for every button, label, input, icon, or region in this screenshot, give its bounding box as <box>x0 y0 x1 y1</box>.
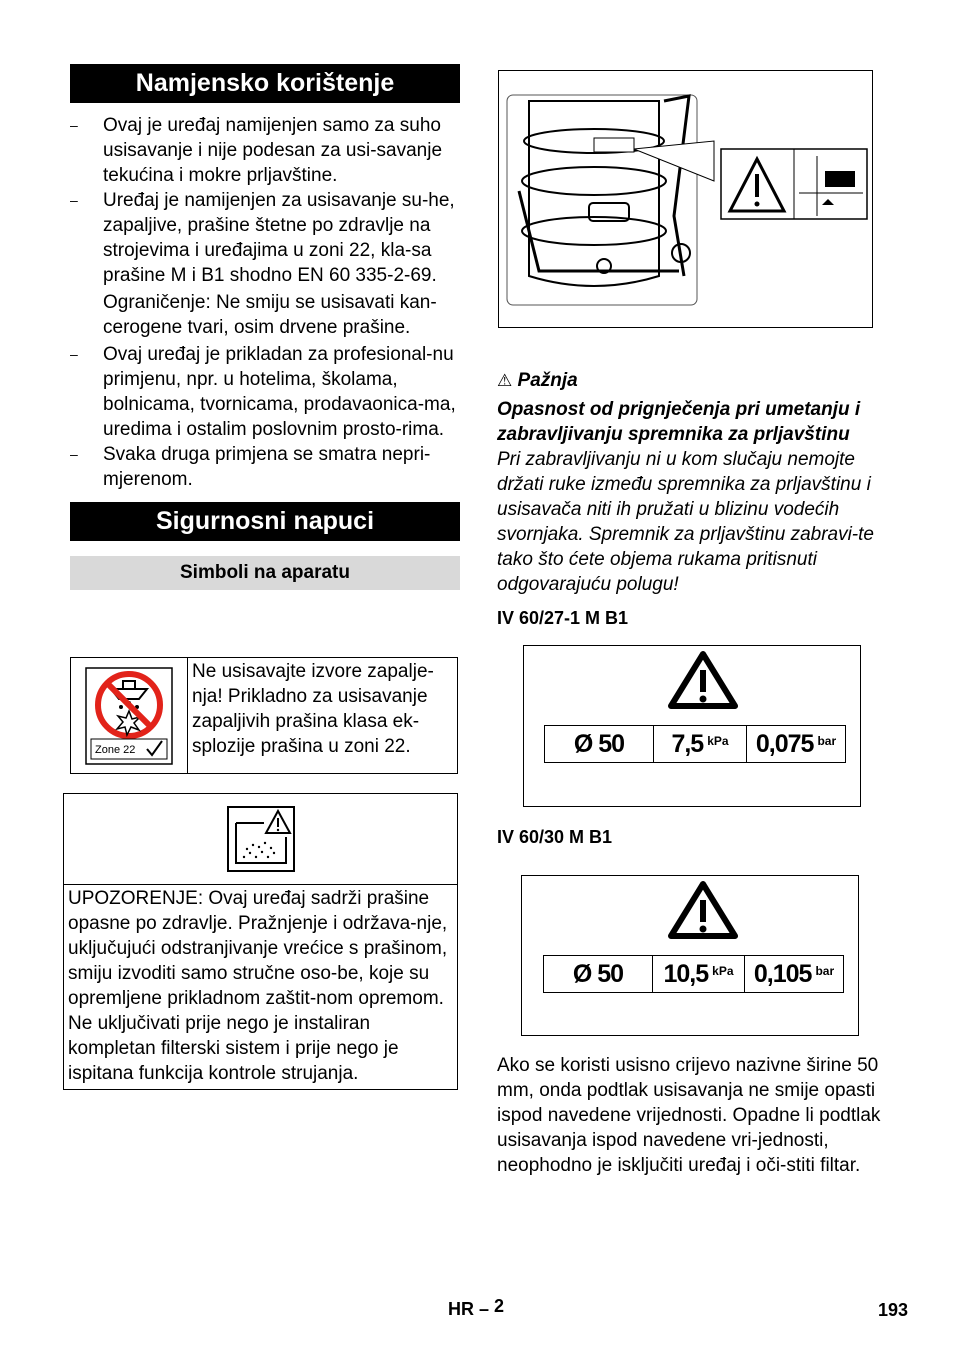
spec-bar-cell: 0,105 bar <box>744 956 843 992</box>
footer-section: HR – 2 <box>448 1296 505 1319</box>
subheading-symbols: Simboli na aparatu <box>70 556 460 590</box>
vacuum-container-illustration <box>499 71 872 327</box>
page-number: 193 <box>878 1300 909 1320</box>
spec-diameter: Ø 50 <box>573 729 625 758</box>
intended-use-list-cont <box>70 342 460 492</box>
warning-symbol-cell <box>64 794 457 885</box>
spec-pressure-cell: 10,5 kPa <box>652 956 744 992</box>
heading-intended-use: Namjensko korištenje <box>70 64 460 103</box>
model-name-2: IV 60/30 M B1 <box>497 827 613 847</box>
spec-row-2 <box>543 955 844 993</box>
spec-bar-cell: 0,075 bar <box>746 726 845 762</box>
list-item: – Uređaj je namijenjen za usisavanje su-he, zapaljive, prašine štetne po zdravlje na strojevima i uređajima u zoni 22, kla-sa prašine M i B1 shodno EN 60 335-2-69. <box>70 190 455 286</box>
symbol-table <box>70 657 458 774</box>
spec-row-1 <box>544 725 846 763</box>
caution-header <box>497 368 889 393</box>
caution-title: Opasnost od prignječenja pri umetanju i zabravljivanju spremnika za prljavštinu <box>497 399 861 445</box>
container-lock-figure <box>498 70 873 328</box>
zone-label: Zone 22 <box>95 743 136 756</box>
intended-use-list <box>70 113 460 288</box>
heading-safety: Sigurnosni napuci <box>70 502 460 541</box>
symbol-description: Ne usisavajte izvore zapalje-nja! Prikladno za usisavanje zapaljivih prašina klasa ek-splozije prašina u zoni 22. <box>192 661 434 757</box>
list-item: – Svaka druga primjena se smatra nepri-mjerenom. <box>70 444 431 490</box>
left-column <box>70 64 460 590</box>
model-name-1: IV 60/27-1 M B1 <box>497 608 629 628</box>
warning-triangle-icon <box>667 650 739 710</box>
warning-triangle-icon <box>667 880 739 940</box>
caution-text: Pri zabravljivanju ni u kom slučaju nemojte držati ruke između spremnika za prljavštinu i usisavača niti ih pružati u blizinu vodećih svornjaka. Spremnik za prljavštinu zabravi-te tako što ćete objema rukama pritisnuti odgovarajuću polugu! <box>497 449 874 595</box>
list-item: – Ovaj uređaj je prikladan za profesional-nu primjenu, npr. u hotelima, školama, bolnicama, tvornicama, prodavaonica-ma, uredima i ostalim poslovnim prosto-rima. <box>70 344 456 440</box>
list-item: – Ovaj je uređaj namijenjen samo za suho usisavanje i nije podesan za usi-savanje tekućina i mokre prljavštine. <box>70 115 443 186</box>
warning-box <box>63 793 458 1090</box>
spec-pressure-cell: 7,5 kPa <box>653 726 746 762</box>
vacuum-note-paragraph: Ako se koristi usisno crijevo nazivne širine 50 mm, onda podtlak usisavanja ne smije opasti ispod navedene vrijednosti. Opadne li podtlak usisavanja ispod navedene vri-jednosti, neophodno je isključiti uređaj i oči-stiti filtar. <box>497 1055 881 1176</box>
symbol-cell <box>71 658 188 773</box>
spec-diameter: Ø 50 <box>572 959 624 988</box>
restriction-note: Ograničenje: Ne smiju se usisavati kan-cerogene tvari, osim drvene prašine. <box>103 292 437 338</box>
caution-label: Pažnja <box>517 370 578 391</box>
caution-notice <box>497 368 889 597</box>
no-ignition-sources-icon <box>85 667 173 765</box>
warning-text: UPOZORENJE: Ovaj uređaj sadrži prašine opasne po zdravlje. Pražnjenje i održava-nje, uključujući odstranjivanje vrećice s prašinom, smiju izvoditi samo stručne oso-be, koje su opremljene prikladnom zaštit-nom opremom. Ne uključivati prije nego je instaliran kompletan filterski sistem i prije nego je ispitana funkcija kontrole strujanja. <box>68 888 448 1084</box>
warning-triangle-icon: ⚠ <box>497 371 513 390</box>
hazardous-dust-icon <box>226 805 296 873</box>
